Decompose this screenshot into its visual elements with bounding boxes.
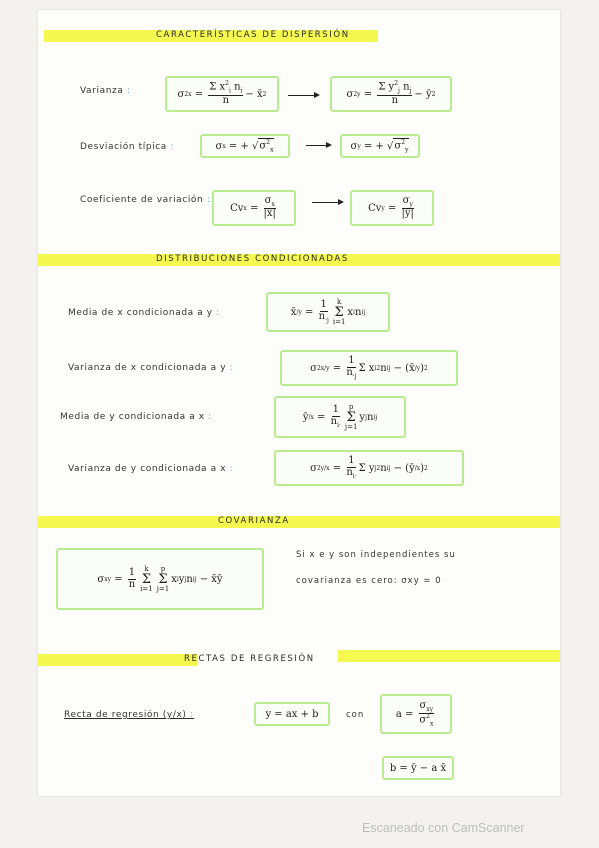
section-heading-conditional: DISTRIBUCIONES CONDICIONADAS — [156, 254, 349, 264]
label-desviacion: Desviación típica : — [80, 142, 175, 152]
formula-recta: y = ax + b — [254, 702, 330, 726]
arrow-icon — [312, 202, 342, 203]
notebook-page — [38, 10, 560, 796]
formula-media-x-cond: x̄ /y = $\frac{1}{n_{\cdot j}}$ k Σ i=1 x i n ij — [266, 292, 390, 332]
arrow-icon — [288, 95, 318, 96]
label-coeficiente: Coeficiente de variación : — [80, 195, 211, 205]
formula-var-x-cond: σ 2 x/y = $\frac{1}{n_{\cdot j}}$ Σ x i 2 n ij − (x̄ /y ) 2 — [280, 350, 458, 386]
formula-coef-y: Cv y = $\frac{\sigma_y}{|ȳ|}$ — [350, 190, 434, 226]
section-heading-dispersion: CARACTERÍSTICAS DE DISPERSIÓN — [156, 30, 350, 40]
formula-covariance: σ xy = $\frac{1}{n}$ k Σ i=1 p Σ j=1 x i y j n ij − x̄ȳ — [56, 548, 264, 610]
label-media-y-cond: Media de y condicionada a x : — [60, 412, 213, 422]
label-var-x-cond: Varianza de x condicionada a y : — [68, 363, 234, 373]
formula-var-y-cond: σ 2 y/x = $\frac{1}{n_{i\cdot}}$ Σ y j 2 n ij − (ȳ /x ) 2 — [274, 450, 464, 486]
formula-b: b = ȳ − a x̄ — [382, 756, 454, 780]
arrow-icon — [306, 145, 330, 146]
formula-desviacion-x: σ x = + √ $\sigma^2_x$ — [200, 134, 290, 158]
label-recta-regresion: Recta de regresión (y/x) : — [64, 710, 195, 720]
highlight-strip — [38, 654, 198, 666]
formula-a: a = $\frac{\sigma_{xy}}{\sigma^2_x}$ — [380, 694, 452, 734]
formula-media-y-cond: ȳ /x = $\frac{1}{n_{i\cdot}}$ p Σ j=1 y j n ij — [274, 396, 406, 438]
section-heading-regression: RECTAS DE REGRESIÓN — [184, 654, 315, 664]
covariance-note-line1: Si x e y son independientes su — [296, 550, 456, 560]
formula-varianza-x: σ 2 x = $\frac{\Sigma x^2_i n_i}{n}$ − x̄ 2 — [165, 76, 279, 112]
label-var-y-cond: Varianza de y condicionada a x : — [68, 464, 234, 474]
formula-varianza-y: σ 2 y = $\frac{\Sigma y^2_j n_j}{n}$ − ȳ 2 — [330, 76, 452, 112]
section-heading-covariance: COVARIANZA — [218, 516, 290, 526]
formula-desviacion-y: σ y = + √ $\sigma^2_y$ — [340, 134, 420, 158]
regression-con: con — [346, 710, 365, 720]
highlight-strip — [338, 650, 560, 662]
highlight-strip — [38, 516, 560, 528]
camscanner-watermark: Escaneado con CamScanner — [362, 821, 525, 835]
label-varianza: Varianza : — [80, 86, 131, 96]
covariance-note-line2: covarianza es cero: σxy = 0 — [296, 576, 442, 586]
label-media-x-cond: Media de x condicionada a y : — [68, 308, 221, 318]
formula-coef-x: Cv x = $\frac{\sigma_x}{|x̄|}$ — [212, 190, 296, 226]
